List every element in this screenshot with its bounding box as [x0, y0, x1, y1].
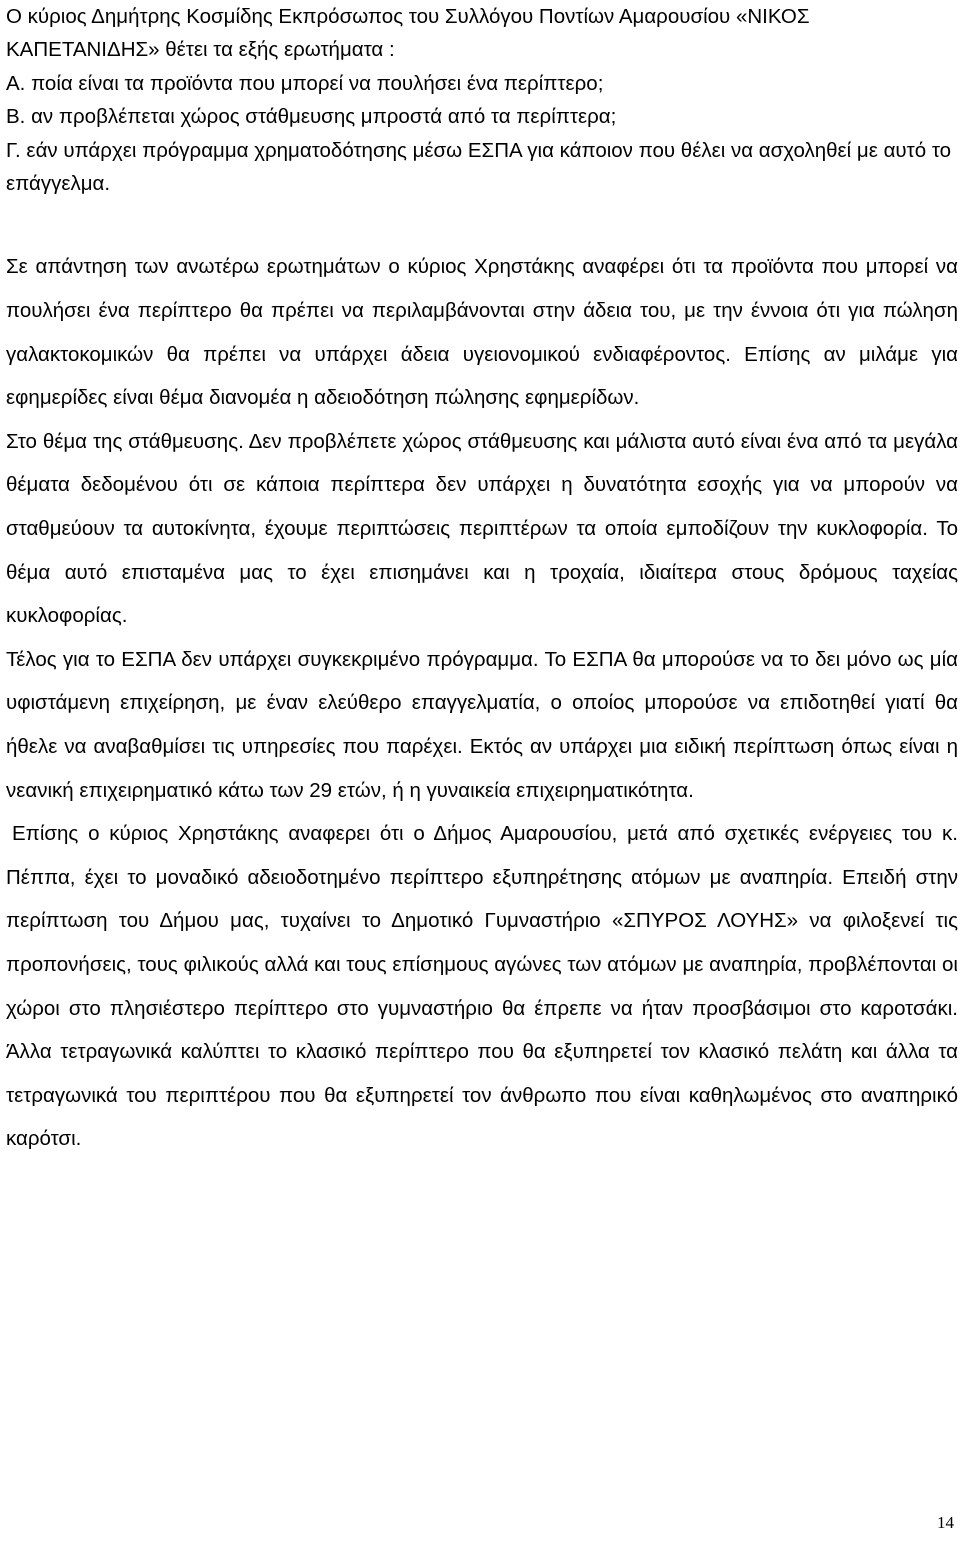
intro-paragraph: Ο κύριος Δημήτρης Κοσμίδης Εκπρόσωπος του Συλλόγου Ποντίων Αμαρουσίου «ΝΙΚΟΣ ΚΑΠΕΤΑΝΙΔΗΣ» θέτει τα εξής ερωτήματα :: [6, 5, 810, 62]
answer-parking-paragraph: Στο θέμα της στάθμευσης. Δεν προβλέπετε χώρος στάθμευσης και μάλιστα αυτό είναι ένα από τα μεγάλα θέματα δεδομένου ότι σε κάποια περίπτερα δεν υπάρχει η δυνατότητα εσοχής για να μπορούν να σταθμεύουν τα αυτοκίνητα, έχουμε περιπτώσεις περιπτέρων τα οποία εμποδίζουν την κυκλοφορία. Το θέμα αυτό επισταμένα μας το έχει επισημάνει και η τροχαία, ιδιαίτερα στους δρόμους ταχείας κυκλοφορίας.: [6, 429, 958, 628]
response-section: [6, 245, 958, 1160]
answer-products-paragraph: Σε απάντηση των ανωτέρω ερωτημάτων ο κύριος Χρηστάκης αναφέρει ότι τα προϊόντα που μπορεί να πουλήσει ένα περίπτερο θα πρέπει να περιλαμβάνονται στην άδεια του, με την έννοια ότι για πώληση γαλακτοκομικών θα πρέπει να υπάρχει άδεια υγειονομικού ενδιαφέροντος. Επίσης αν μιλάμε για εφημερίδες είναι θέμα διανομέα η αδειοδότηση πώλησης εφημερίδων.: [6, 255, 958, 410]
intro-section: [6, 0, 958, 200]
question-a: Α. ποία είναι τα προϊόντα που μπορεί να πουλήσει ένα περίπτερο;: [6, 71, 604, 95]
question-b: Β. αν προβλέπεται χώρος στάθμευσης μπροστά από τα περίπτερα;: [6, 105, 617, 129]
accessibility-paragraph: Επίσης ο κύριος Χρηστάκης αναφερει ότι ο Δήμος Αμαρουσίου, μετά από σχετικές ενέργειες του κ. Πέππα, έχει το μοναδικό αδειοδοτημένο περίπτερο εξυπηρέτησης ατόμων με αναπηρία. Επειδή στην περίπτωση του Δήμου μας, τυχαίνει το Δημοτικό Γυμναστήριο «ΣΠΥΡΟΣ ΛΟΥΗΣ» να φιλοξενεί τις προπονήσεις, τους φιλικούς αλλά και τους επίσημους αγώνες των ατόμων με αναπηρία, προβλέπονται οι χώροι στο πλησιέστερο περίπτερο στο γυμναστήριο θα έπρεπε να ήταν προσβάσιμοι στο καροτσάκι. Άλλα τετραγωνικά καλύπτει το κλασικό περίπτερο που θα εξυπηρετεί τον κλασικό πελάτη και άλλα τα τετραγωνικά του περιπτέρου που θα εξυπηρετεί τον άνθρωπο που είναι καθηλωμένος στο αναπηρικό καρότσι.: [6, 822, 958, 1151]
question-c: Γ. εάν υπάρχει πρόγραμμα χρηματοδότησης μέσω ΕΣΠΑ για κάποιον που θέλει να ασχοληθεί με αυτό το επάγγελμα.: [6, 138, 952, 196]
page-number: 14: [937, 1513, 954, 1532]
answer-espa-paragraph: Τέλος για το ΕΣΠΑ δεν υπάρχει συγκεκριμένο πρόγραμμα. Το ΕΣΠΑ θα μπορούσε να το δει μόνο ως μία υφιστάμενη επιχείρηση, με έναν ελεύθερο επαγγελματία, ο οποίος μπορούσε να επιδοτηθεί γιατί θα ήθελε να αναβαθμίσει τις υπηρεσίες που παρέχει. Εκτός αν υπάρχει μια ειδική περίπτωση όπως είναι η νεανική επιχειρηματικό κάτω των 29 ετών, ή η γυναικεία επιχειρηματικότητα.: [6, 647, 958, 802]
document-page: [6, 0, 958, 1161]
